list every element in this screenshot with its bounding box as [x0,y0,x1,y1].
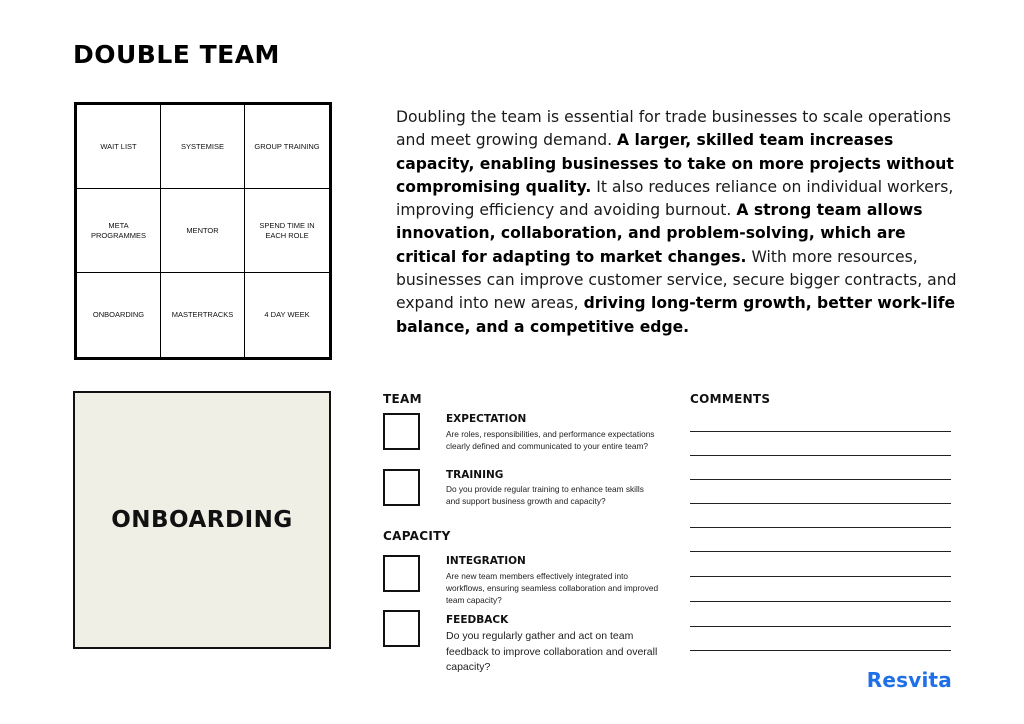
intro-bold-1: A larger, skilled team increases capacity, enabling businesses to take on more projects without compromising quality. [396,131,954,196]
intro-text-1: Doubling the team is essential for trade businesses to scale operations and meet growing demand. [396,108,952,150]
intro-paragraph [396,106,971,339]
feedback-title: FEEDBACK [446,614,509,626]
comment-line[interactable] [690,455,951,456]
comment-line[interactable] [690,431,951,432]
comment-line[interactable] [690,650,951,651]
feedback-checkbox[interactable] [383,610,420,647]
integration-title: INTEGRATION [446,555,526,567]
integration-description: Are new team members effectively integrated into workflows, ensuring seamless collaboration and improved team capacity? [446,571,659,606]
training-title: TRAINING [446,469,504,481]
grid-cell-systemise: SYSTEMISE [161,105,245,189]
expectation-description: Are roles, responsibilities, and performance expectations clearly defined and communicated to your entire team? [446,429,655,452]
feedback-description: Do you regularly gather and act on team feedback to improve collaboration and overall capacity? [446,630,658,673]
strategy-grid [74,102,332,360]
comment-line[interactable] [690,576,951,577]
team-heading: TEAM [383,392,422,406]
grid-cell-meta-programmes: META PROGRAMMES [77,189,161,273]
comment-line[interactable] [690,551,951,552]
onboarding-label: ONBOARDING [111,507,293,533]
page-title: DOUBLE TEAM [73,40,280,69]
grid-cell-mentor: MENTOR [161,189,245,273]
comment-line[interactable] [690,626,951,627]
comments-heading: COMMENTS [690,392,771,406]
brand-logo: Resvita [866,668,952,692]
integration-checkbox[interactable] [383,555,420,592]
training-description: Do you provide regular training to enhance team skills and support business growth and capacity? [446,484,644,507]
grid-cell-group-training: GROUP TRAINING [245,105,329,189]
grid-cell-spend-time: SPEND TIME IN EACH ROLE [245,189,329,273]
grid-cell-mastertracks: MASTERTRACKS [161,273,245,357]
comment-line[interactable] [690,601,951,602]
grid-cell-4-day-week: 4 DAY WEEK [264,310,310,320]
grid-cell-onboarding: ONBOARDING [77,273,161,357]
training-checkbox[interactable] [383,469,420,506]
intro-bold-2: A strong team allows innovation, collaboration, and problem-solving, which are critical for adapting to market changes. [396,201,923,266]
comment-line[interactable] [690,503,951,504]
expectation-title: EXPECTATION [446,413,527,425]
intro-text-3: With more resources, businesses can improve customer service, secure bigger contracts, and expand into new areas, [396,247,957,313]
comment-line[interactable] [690,479,951,480]
intro-text-2: It also reduces reliance on individual workers, improving efficiency and avoiding burnout. [396,177,954,220]
comment-line[interactable] [690,527,951,528]
capacity-heading: CAPACITY [383,529,451,543]
onboarding-feature-box [73,391,331,649]
expectation-checkbox[interactable] [383,413,420,450]
intro-bold-3: driving long-term growth, better work-life balance, and a competitive edge. [396,294,956,336]
grid-cell-wait-list: WAIT LIST [77,105,161,189]
